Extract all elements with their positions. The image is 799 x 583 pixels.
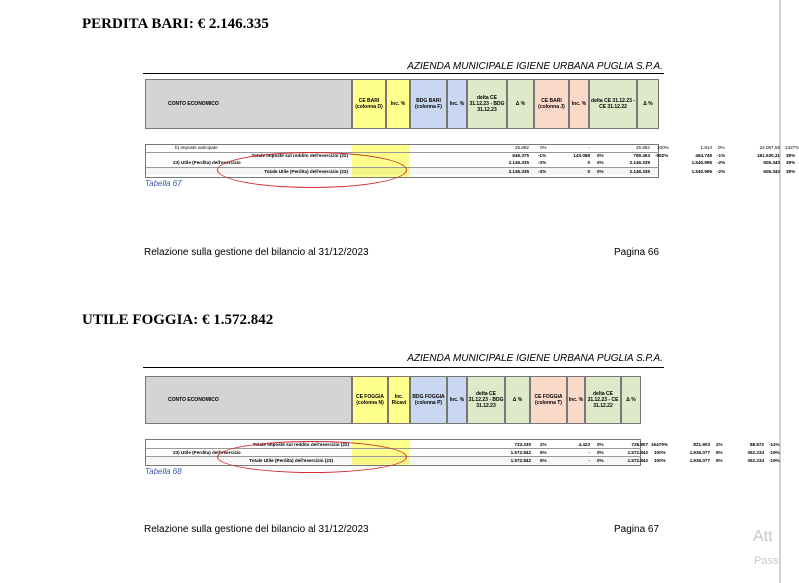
cell-inc1: -3% [538,169,547,174]
row-separator [145,152,659,153]
header-ce: CE BARI (colonna D) [352,79,386,129]
red-highlight-ellipse [217,152,407,188]
cell-delta2: 362.234 [747,458,764,463]
cell-prev: 1.814 [700,145,712,150]
cell-prev: 464.745 [695,153,712,158]
cell-inc1: -1% [538,153,547,158]
cell-inc3: 6% [716,450,723,455]
header-ce: CE FOGGIA (colonna N) [352,376,388,424]
cell-inc1: 5% [540,458,547,463]
cell-delta: 728.807 [631,442,648,447]
cell-ce: 1.572.842 [510,450,531,455]
cell-bdg: 4.423 [578,442,590,447]
cell-delta2-pct: 39% [786,169,796,174]
cell-delta: 789.463 [633,153,650,158]
cell-inc2: 0% [597,153,604,158]
cell-inc1: 2% [540,442,547,447]
cell-ce: 25.882 [514,145,529,150]
cell-inc1: 0% [540,145,547,150]
cell-delta2-pct: -11% [769,442,780,447]
red-highlight-ellipse [217,441,407,473]
footer-text: Relazione sulla gestione del bilancio al 31/12/2023 [144,247,369,258]
cell-ce: 2.146.335 [508,160,529,165]
cell-delta2: 24.067,55 [759,145,780,150]
cell-bdg: - [588,458,590,463]
cell-inc1: 5% [540,450,547,455]
cell-bdg: 143.088 [573,153,590,158]
table-caption: Tabella 67 [145,179,182,188]
cell-delta2: 605.340 [763,169,780,174]
company-name: AZIENDA MUNICIPALE IGIENE URBANA PUGLIA S.P.A. [407,353,663,364]
header-inc1: Inc. Ricavi [388,376,410,424]
header-conto-economico: CONTO ECONOMICO [145,376,352,424]
header-inc1: Inc. % [386,79,410,129]
header-delta2: delta CE 31.12.23 - CE 31.12.22 [585,376,621,424]
table-row [145,152,796,159]
cell-prev: 1.935.077 [689,450,710,455]
row-label: 23) Utile (Perdita) dell'esercizio [173,160,241,165]
cell-inc3: -2% [717,169,726,174]
header-rule [143,73,664,74]
cell-inc2: 0% [597,458,604,463]
cell-ce: 646.375 [512,153,529,158]
cell-delta: 1.572.842 [627,450,648,455]
header-inc2: Inc. % [447,79,467,129]
activation-watermark: Att [753,528,773,545]
cell-delta2: 88.673 [749,442,764,447]
cell-delta-pct: 100% [654,458,666,463]
cell-inc1: -3% [538,160,547,165]
row-label: Totale imposte sul reddito dell'esercizio (22) [252,442,349,447]
section-heading-utile-foggia: UTILE FOGGIA: € 1.572.842 [82,312,274,328]
page-number: Pagina 66 [614,247,660,258]
cell-inc3: 0% [718,145,725,150]
cell-inc2: 0% [597,160,604,165]
header-delta2-pct: Δ % [621,376,641,424]
cell-prev: 1.540.995 [691,160,712,165]
cell-ce: 733.330 [514,442,531,447]
table-row [145,441,780,448]
cell-prev: 1.935.077 [689,458,710,463]
cell-inc2: 0% [597,169,604,174]
cell-ce: 1.572.842 [510,458,531,463]
row-label: 23) Utile (Perdita) dell'esercizio [173,450,241,455]
header-ce-prev: CE BARI (colonna J) [534,79,569,129]
cell-delta2-pct: 39% [786,153,796,158]
cell-inc3: 2% [716,442,723,447]
cell-delta-pct: 100% [654,450,666,455]
cell-prev: 1.540.995 [691,169,712,174]
cell-inc3: -2% [717,160,726,165]
section-heading-perdita-bari: PERDITA BARI: € 2.146.335 [82,16,269,32]
cell-delta: 2.146.335 [629,169,650,174]
cell-delta2-pct: 39% [786,160,796,165]
page-edge [779,0,781,583]
header-delta2-pct: Δ % [637,79,659,129]
cell-delta-pct: 16479% [651,442,668,447]
activation-watermark-sub: Pass [754,555,779,567]
header-delta: delta CE 31.12.23 - BDG 31.12.23 [467,79,507,129]
cell-inc2: 0% [597,442,604,447]
cell-inc2: 0% [597,450,604,455]
cell-inc3: -1% [717,153,726,158]
cell-delta2-pct: -19% [769,450,780,455]
cell-delta-pct: 100% [657,145,669,150]
cell-bdg: 0 [587,160,590,165]
row-label: Totale Utile (Perdita) dell'esercizio (23) [264,169,348,174]
header-rule [143,367,664,368]
header-ce-prev: CE FOGGIA (colonna T) [530,376,567,424]
cell-delta-pct: -552% [655,153,669,158]
cell-delta: 2.146.335 [629,160,650,165]
cell-delta2: 181.630,31 [757,153,780,158]
page-number: Pagina 67 [614,524,660,535]
cell-prev: 821.903 [693,442,710,447]
header-delta-pct: Δ % [507,79,534,129]
cell-ce: 2.146.335 [508,169,529,174]
header-inc3: Inc. % [567,376,585,424]
header-delta2: delta CE 31.12.23 - CE 31.12.22 [589,79,637,129]
header-bdg: BDG FOGGIA (colonna P) [410,376,447,424]
cell-delta2: 605.340 [763,160,780,165]
cell-bdg: 0 [587,169,590,174]
row-label: b) Imposte anticipate [175,145,218,150]
header-inc2: Inc. % [447,376,467,424]
cell-delta: 1.572.842 [627,458,648,463]
company-name: AZIENDA MUNICIPALE IGIENE URBANA PUGLIA S.P.A. [407,61,663,72]
row-label: Totale Utile (Perdita) dell'esercizio (23) [249,458,333,463]
header-bdg: BDG BARI (colonna F) [410,79,447,129]
header-delta-pct: Δ % [505,376,530,424]
cell-delta2-pct: 1327% [785,145,799,150]
header-delta: delta CE 31.12.23 - BDG 31.12.23 [467,376,505,424]
footer-text: Relazione sulla gestione del bilancio al 31/12/2023 [144,524,369,535]
table-caption: Tabella 68 [145,467,182,476]
cell-delta2: 362.234 [747,450,764,455]
row-label: Totale imposte sul reddito dell'esercizio (22) [251,153,348,158]
cell-bdg: - [588,145,590,150]
cell-delta: 25.882 [635,145,650,150]
table-row [145,144,799,151]
cell-inc3: 6% [716,458,723,463]
cell-delta2-pct: -19% [769,458,780,463]
header-inc3: Inc. % [569,79,589,129]
header-conto-economico: CONTO ECONOMICO [145,79,352,129]
cell-bdg: - [588,450,590,455]
